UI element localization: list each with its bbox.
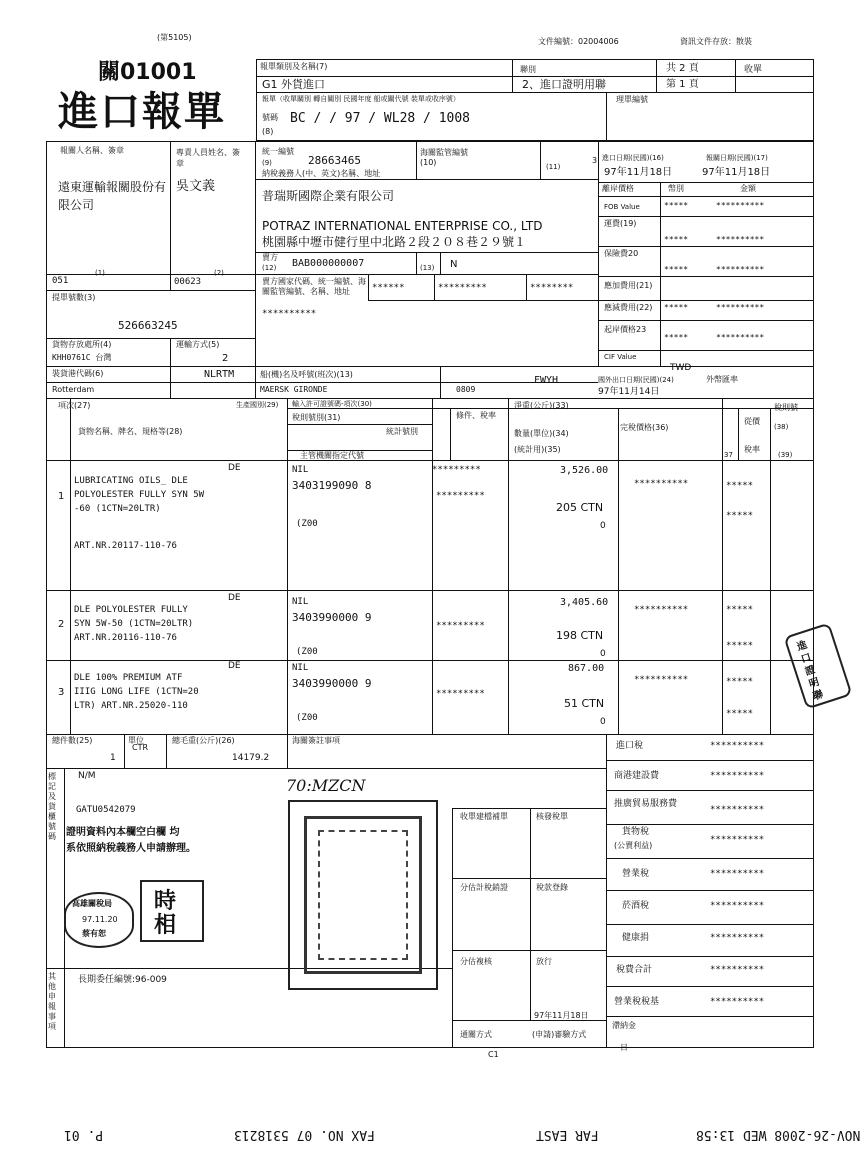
number-label: 號碼 xyxy=(262,113,278,122)
agent-label: 專責人員姓名、簽章 xyxy=(176,148,240,168)
weight-col-label: 淨重(公斤)(33) xyxy=(514,401,569,410)
business-base-masked: ********** xyxy=(710,997,765,1007)
notify-label: 通關方式 xyxy=(460,1030,492,1039)
agent-name: 吳文義 xyxy=(176,179,216,194)
inspect-label: (申請)審驗方式 xyxy=(532,1030,587,1039)
transport-value: 2 xyxy=(222,353,229,364)
note-line-2: 系依照納稅義務人申請辦理。 xyxy=(66,843,196,854)
item-1-value-mask: ********** xyxy=(634,479,689,489)
gross-label: 總毛重(公斤)(26) xyxy=(172,736,235,745)
number-suffix: (8) xyxy=(262,127,274,136)
item-3-origin: DE xyxy=(228,661,241,671)
cif-masked-currency: ***** xyxy=(664,333,689,342)
item-3-weight: 867.00 xyxy=(568,663,605,674)
declare-date: 97年11月18日 xyxy=(702,167,771,178)
health-fee-masked: ********** xyxy=(710,933,765,943)
tax-col-label: 從價 xyxy=(744,417,760,426)
storage-label: 貨物存放處所(4) xyxy=(52,340,112,349)
currency-code: FWYH xyxy=(534,375,559,386)
condition-col-label: 條件、稅率 xyxy=(456,411,496,420)
addition-label: 應加費用(21) xyxy=(604,281,653,290)
transport-label: 運輸方式(5) xyxy=(176,340,220,349)
item-2-rate-mask: ********* xyxy=(436,621,485,631)
item-2-origin: DE xyxy=(228,593,241,603)
verify-label: 核發稅單 xyxy=(536,812,568,821)
approval-label: 理單編號 xyxy=(616,95,648,104)
trade-fee-label: 推廣貿易服務費 xyxy=(614,799,678,809)
item-2-desc2: SYN 5W-50 (1CTN=20LTR) xyxy=(74,619,194,629)
item-2-value-mask: ********** xyxy=(634,605,689,615)
mark-value: N xyxy=(450,259,458,270)
item-3-tariff: 3403990000 9 xyxy=(292,677,372,690)
packages-value: 1 xyxy=(110,753,116,763)
tobacco-tax-label: 菸酒稅 xyxy=(622,901,650,911)
broker-label: 報關人名稱、簽章 xyxy=(60,146,124,155)
import-tax-masked: ********** xyxy=(710,741,765,751)
importer-id-no: (9) xyxy=(262,159,272,167)
retention-note: 資訊文件存放：散裝 xyxy=(680,37,752,46)
item-3-tax-mask: ***** xyxy=(726,677,754,687)
cif-value-label: CIF Value xyxy=(604,353,637,361)
container-no: GATU0542079 xyxy=(76,805,136,815)
fax-page: P. 01 xyxy=(64,1127,104,1142)
gross-value: 14179.2 xyxy=(232,753,270,763)
broker-code1-no: (1) xyxy=(95,269,105,277)
freight-masked-amount: ********** xyxy=(716,235,765,244)
currency-label: 幣別 xyxy=(668,184,684,193)
item-1-zoo: (Z00 xyxy=(296,519,318,529)
type-value: G1 外貨進口 xyxy=(262,78,326,91)
tax-reg-label: 稅款登錄 xyxy=(536,883,568,892)
loading-city: Rotterdam xyxy=(52,385,95,394)
fob-masked-amount: ********** xyxy=(716,201,765,210)
health-fee-label: 健康捐 xyxy=(622,933,650,943)
unit-label: 單位 xyxy=(128,736,144,745)
broker-code1: 051 xyxy=(52,276,69,286)
fob-label: FOB Value xyxy=(604,203,640,211)
business-base-label: 營業稅稅基 xyxy=(614,997,660,1007)
item-1-tariff: 3403199090 8 xyxy=(292,479,372,492)
item-1-desc2: POLYOLESTER FULLY SYN 5W xyxy=(74,490,205,500)
col-mark-39: (39) xyxy=(778,451,793,459)
tax-total-masked: ********** xyxy=(710,965,765,975)
item-3-desc2: IIIG LONG LIFE (1CTN=20 xyxy=(74,687,199,697)
taxpayer-name-cn: 普瑞斯國際企業有限公司 xyxy=(262,189,395,203)
cif-masked-amount: ********** xyxy=(716,333,765,342)
customs-seal xyxy=(64,892,134,948)
storage-value: KHH0761C 台灣 xyxy=(52,353,112,362)
harbor-fee-masked: ********** xyxy=(710,771,765,781)
marks-label: 標記及貨櫃號碼 xyxy=(48,772,56,841)
number-hint: 報單（收單關別 轉自關別 民國年度 船或關代號 裝單或收序號） xyxy=(262,95,460,103)
vessel-label: 船(機)名及呼號(班次)(13) xyxy=(260,370,353,379)
marks-value: N/M xyxy=(78,771,96,781)
broker-name: 遠東運輸報關股份有限公司 xyxy=(58,180,167,212)
vessel-value: MAERSK GIRONDE xyxy=(260,385,328,394)
broker-code2: 00623 xyxy=(174,277,202,287)
importer-num3: 3 xyxy=(592,156,598,165)
vertical-stamp xyxy=(140,880,204,942)
item-2-zoo: (Z00 xyxy=(296,647,318,657)
value-col-label: 完稅價格(36) xyxy=(620,423,669,432)
import-date: 97年11月18日 xyxy=(604,167,673,178)
col-mark-38: (38) xyxy=(774,423,789,431)
fax-date: NOV-26-2008 WED 13:58 xyxy=(696,1127,861,1142)
item-3-desc3: LTR) ART.NR.25020-110 xyxy=(74,701,188,711)
notify-value: C1 xyxy=(488,1050,499,1059)
item-1-no: 1 xyxy=(58,491,65,502)
other-value: 長期委任編號:96-009 xyxy=(78,975,167,985)
item-3-value-mask: ********** xyxy=(634,675,689,685)
release-date: 97年11月18日 xyxy=(534,1011,589,1020)
customs-seal-date: 97.11.20 xyxy=(82,915,118,924)
collect-label: 收單建檔補單 xyxy=(460,812,508,821)
cif-label: 起岸價格23 xyxy=(604,325,647,334)
seller-masked-1: ****** xyxy=(372,283,405,293)
item-1-desc3: -60 (1CTN=20LTR) xyxy=(74,504,161,514)
mark-no: (13) xyxy=(420,264,435,272)
item-1-desc1: LUBRICATING OILS_ DLE xyxy=(74,476,188,486)
packages-label: 總件數(25) xyxy=(52,736,93,745)
twd-label: TWD xyxy=(670,363,692,373)
item-1-weight: 3,526.00 xyxy=(560,465,609,476)
loading-value: NLRTM xyxy=(204,369,235,380)
control-col-label: 主管機關指定代號 xyxy=(300,451,364,460)
insurance-label: 保險費20 xyxy=(604,249,639,258)
item-1-tax-mask: ***** xyxy=(726,481,754,491)
item-2-qty: 198 CTN xyxy=(556,629,604,642)
large-seal xyxy=(288,800,438,990)
item-1-qty-unit: 0 xyxy=(600,521,606,531)
desc-col-label: 貨物名稱、牌名、規格等(28) xyxy=(78,427,183,436)
item-1-tax-mask-2: ***** xyxy=(726,511,754,521)
importer-id: 28663465 xyxy=(308,154,361,167)
col-mark-37: 37 xyxy=(724,451,733,459)
item-3-desc1: DLE 100% PREMIUM ATF xyxy=(74,673,183,683)
bl-label: 提單號數(3) xyxy=(52,293,96,302)
customs-seal-officer: 蔡有恕 xyxy=(82,929,106,938)
exporter-label: 賣方 xyxy=(262,253,278,262)
commodity-tax-masked: ********** xyxy=(710,835,765,845)
trade-fee-masked: ********** xyxy=(710,805,765,815)
seller-masked-2: ********* xyxy=(438,283,487,293)
form-code: (第5105) xyxy=(157,33,192,42)
taxpayer-name-en: POTRAZ INTERNATIONAL ENTERPRISE CO., LTD xyxy=(262,219,543,233)
exporter-code: BAB000000007 xyxy=(292,258,365,269)
vertical-stamp-text: 時相 xyxy=(154,889,177,938)
fax-number: FAX NO. 07 5318213 xyxy=(234,1127,375,1142)
seller-masked-4: ********** xyxy=(262,309,317,319)
note-line-1: 證明資料內本欄空白欄 均 xyxy=(66,827,180,838)
category-label: 聯別 xyxy=(520,65,536,74)
pass-label: 放行 xyxy=(536,957,552,966)
item-2-desc3: ART.NR.20116-110-76 xyxy=(74,633,177,643)
price-label: 離岸價格 xyxy=(602,184,634,193)
taxpayer-label: 納稅義務人(中、英文)名稱、地址 xyxy=(262,169,381,178)
date2-label: 報關日期(民國)(17) xyxy=(706,154,768,162)
seller-masked-3: ******** xyxy=(530,283,574,293)
fee-unit: 日 xyxy=(620,1043,628,1052)
exporter-no: (12) xyxy=(262,264,277,272)
item-1-permit: NIL xyxy=(292,465,309,475)
item-3-zoo: (Z00 xyxy=(296,713,318,723)
remarks-label: 海關簽註事項 xyxy=(292,736,340,745)
item-2-tax-mask: ***** xyxy=(726,605,754,615)
receipt-label: 收單 xyxy=(744,65,763,75)
item-1-desc4: ART.NR.20117-110-76 xyxy=(74,541,177,551)
date-label: 進口日期(民國)(16) xyxy=(602,154,664,162)
permit-col-label: 輸入許可證號碼-項次(30) xyxy=(292,400,372,408)
item-1-rate-mask-top: ********* xyxy=(432,465,481,475)
item-col-label: 項次(27) xyxy=(58,401,91,410)
item-2-tariff: 3403990000 9 xyxy=(292,611,372,624)
arrival-date: 97年11月14日 xyxy=(598,387,660,397)
qty-col-label: 數量(單位)(34) xyxy=(514,429,569,438)
release-label: 分估複核 xyxy=(460,957,492,966)
business-tax-label: 營業稅 xyxy=(622,869,650,879)
importer-id-label: 統一編號 xyxy=(262,147,294,156)
tariff-sub-label: 統計號別 xyxy=(386,427,418,436)
commodity-sub-label: (公賣利益) xyxy=(614,841,653,850)
type-label: 報單類別及名稱(7) xyxy=(260,62,328,71)
fee-label: 滯納金 xyxy=(612,1021,636,1030)
pages-count: 共 2 頁 xyxy=(666,63,699,74)
fax-sender: FAR EAST xyxy=(536,1127,599,1142)
method-col-label: 稅則號 xyxy=(774,403,798,412)
deduction-masked-currency: ***** xyxy=(664,303,689,312)
customs-label: 海關監管編號(10) xyxy=(420,148,468,167)
doc-number: 文件編號：02004006 xyxy=(538,37,619,46)
unit-value: CTR xyxy=(132,743,149,752)
exchange-label: 外幣匯率 xyxy=(706,375,738,384)
item-3-tax-mask-2: ***** xyxy=(726,709,754,719)
importer-num11: (11) xyxy=(546,163,561,171)
page-no: 第 1 頁 xyxy=(666,79,699,90)
voyage-no: 0809 xyxy=(456,385,476,394)
business-tax-masked: ********** xyxy=(710,869,765,879)
item-2-desc1: DLE POLYOLESTER FULLY xyxy=(74,605,188,615)
stat-col-label: (統計用)(35) xyxy=(514,445,561,454)
fob-masked-currency: ***** xyxy=(664,201,689,210)
origin-col-label: 生產國別(29) xyxy=(236,401,279,409)
taxpayer-address: 桃園縣中壢市健行里中北路２段２０８巷２９號１ xyxy=(262,235,527,249)
item-3-no: 3 xyxy=(58,687,65,698)
loading-label: 裝貨港代碼(6) xyxy=(52,369,104,378)
freight-masked-currency: ***** xyxy=(664,235,689,244)
handwriting-note: 70:MZCN xyxy=(286,776,366,795)
item-1-qty: 205 CTN xyxy=(556,501,604,514)
item-3-permit: NIL xyxy=(292,663,309,673)
freight-label: 運費(19) xyxy=(604,219,637,228)
import-tax-label: 進口稅 xyxy=(616,741,644,751)
item-2-tax-mask-2: ***** xyxy=(726,641,754,651)
assess-label: 分估計稅銷證 xyxy=(460,883,508,892)
item-2-qty-unit: 0 xyxy=(600,649,606,659)
tariff-col-label: 稅則號別(31) xyxy=(292,413,341,422)
other-label: 其他申報事項 xyxy=(48,972,56,1031)
form-id: 關01001 xyxy=(98,60,197,85)
customs-seal-name: 高雄關稅局 xyxy=(72,899,112,908)
category-value: 2、進口證明用聯 xyxy=(522,78,606,91)
bl-value: 526663245 xyxy=(118,319,178,332)
item-3-rate-mask: ********* xyxy=(436,689,485,699)
item-1-rate-mask: ********* xyxy=(436,491,485,501)
side-stamp-text: 進口證明聯 xyxy=(795,639,825,703)
seller-label: 賣方國家代碼、統一編號、海關監管編號、名稱、地址 xyxy=(262,277,366,296)
amount-label: 金額 xyxy=(740,184,756,193)
tobacco-tax-masked: ********** xyxy=(710,901,765,911)
deduction-label: 應減費用(22) xyxy=(604,303,653,312)
broker-code2-no: (2) xyxy=(214,269,224,277)
insurance-masked-currency: ***** xyxy=(664,265,689,274)
item-1-origin: DE xyxy=(228,463,241,473)
item-2-permit: NIL xyxy=(292,597,309,607)
harbor-fee-label: 商港建設費 xyxy=(614,771,660,781)
insurance-masked-amount: ********** xyxy=(716,265,765,274)
item-3-qty-unit: 0 xyxy=(600,717,606,727)
item-3-qty: 51 CTN xyxy=(564,697,605,710)
commodity-tax-label: 貨物稅 xyxy=(622,827,650,837)
form-title: 進口報單 xyxy=(58,89,226,135)
deduction-masked-amount: ********** xyxy=(716,303,765,312)
tax-total-label: 稅費合計 xyxy=(616,965,653,975)
item-2-weight: 3,405.60 xyxy=(560,597,609,608)
declaration-number: BC / / 97 / WL28 / 1008 xyxy=(290,111,471,126)
arrival-label: 國外出口日期(民國)(24) xyxy=(598,376,674,384)
rate-col-label: 稅率 xyxy=(744,445,760,454)
item-2-no: 2 xyxy=(58,619,65,630)
